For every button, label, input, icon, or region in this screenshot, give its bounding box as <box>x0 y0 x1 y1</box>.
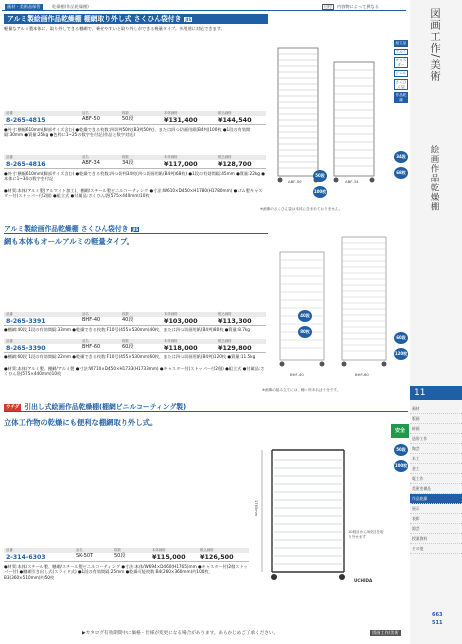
col-price-header: 本体価格 <box>164 155 178 159</box>
s3-brand-logo: UCHIDA <box>354 578 373 583</box>
table-row <box>4 344 266 353</box>
s3-image-note: 10段目から5段目を取り外せます <box>348 530 384 539</box>
s3-brand-label: ウチダ <box>6 404 20 410</box>
s1-title: アルミ製絵画作品乾燥棚 棚網取り外し式 さくひん袋付き <box>7 15 182 23</box>
col-name-header: 品名 <box>82 111 89 115</box>
vinyl-icon: ビニル <box>395 71 407 76</box>
product-tax-price: ¥144,540 <box>218 116 252 124</box>
s1-spec-2: ●外寸:横幅610mm(脚部サイズ含む) ●乾燥できる枚数:四つ切判34枚(四つ切画用紙(B4判)68枚) ●1段の有効間隔:45mm ●質量:22kg ●本体に1~34の数字を付記 <box>4 171 265 182</box>
col-code-header: 品番 <box>6 548 13 552</box>
table-row <box>4 116 266 125</box>
product-name: BHF-40 <box>82 317 101 323</box>
header-bar <box>2 3 406 11</box>
col-steps-header: 段数 <box>122 111 129 115</box>
col-tax-header: 税込価格 <box>218 155 232 159</box>
product-steps: 50段 <box>122 116 134 122</box>
col-code-header: 品番 <box>6 312 13 316</box>
product-steps: 60段 <box>122 344 134 350</box>
index-item[interactable]: 展示 <box>410 504 462 514</box>
s1-description: 軽量なアルミ製本体に、取り外しできる棚網で、乗せやすいと取り外しができる軽量タイプ。多用途に対応できます。 <box>4 26 225 31</box>
s1-rack-drawing <box>270 40 390 190</box>
product-code: 8-265-3391 <box>6 318 46 325</box>
s1-image-label-1: ABF-50 <box>288 179 302 184</box>
s2-table <box>4 312 266 383</box>
product-tax-price: ¥113,300 <box>218 317 252 325</box>
col-price-header: 本体価格 <box>164 339 178 343</box>
col-name-header: 品名 <box>82 339 89 343</box>
s1-image-note: ※画像のさくひん袋は本体に含まれておりません。 <box>260 207 343 211</box>
s3-rack-drawing <box>252 440 387 590</box>
table-row <box>4 553 249 562</box>
caster-icon: キャスター <box>395 58 407 67</box>
col-tax-header: 税込価格 <box>218 312 232 316</box>
header-right-text: 内容物によって異なる <box>337 4 379 9</box>
product-code: 2-314-6303 <box>6 554 46 561</box>
product-code: 8-265-4816 <box>6 161 46 168</box>
s2-spec-3: ●材質:本体/アルミ製、棚網/アルミ製 ●寸法:W710×D450×H1733(H1733mm) ●キャスター付(ストッパー付2個) ●組立式 ●付属品:さくひん袋(575×440mm)10枚 <box>4 366 265 377</box>
product-price: ¥115,000 <box>152 553 186 561</box>
artwork-bag-icon: さくひん袋 <box>395 79 407 89</box>
s2-badge-sheets-2: 120枚 <box>394 348 408 360</box>
index-item[interactable]: 画材 <box>410 404 462 414</box>
header-category: 乾燥棚(作品乾燥棚) <box>52 4 89 9</box>
page-ref-2[interactable]: 511 <box>432 620 443 626</box>
s3-safety-badge: 安全 <box>391 424 409 438</box>
col-steps-header: 段数 <box>122 155 129 159</box>
col-steps-header: 段数 <box>122 339 129 343</box>
product-price: ¥118,000 <box>164 344 198 352</box>
col-tax-header: 税込価格 <box>218 111 232 115</box>
s2-title-bar <box>4 224 268 234</box>
col-name-header: 品名 <box>82 155 89 159</box>
drying-icon: 作品乾燥 <box>395 93 407 102</box>
table-row <box>4 317 266 326</box>
product-tax-price: ¥126,500 <box>200 553 234 561</box>
s3-badge-steps: 50段 <box>394 444 408 456</box>
product-name: ABF-34 <box>82 160 100 166</box>
s1-spec-3: ●材質:本体/アルミ製(アルマイト加工)、棚網/スチール製ビニルコーティング ●寸法:W610×D450×H1780(H1780mm) ●ゴム製キャスター付(ストッパー付2個) ●組立式 ●付属品:さくひん袋(575×440mm)10枚 <box>4 188 263 199</box>
header-tag: 画材・美術品保管 <box>7 4 41 9</box>
side-page-number: 11 <box>410 386 462 400</box>
s2-badge-steps-1: 40段 <box>298 310 312 322</box>
s3-title-bar <box>4 402 408 412</box>
index-item[interactable]: 絵画 <box>410 424 462 434</box>
footer-note: ▶カタログ有効期間中に価格・仕様が変更になる場合があります。あらかじめご了承ください。 <box>82 631 279 636</box>
product-steps: 50段 <box>114 553 126 559</box>
index-item[interactable]: 陶芸 <box>410 444 462 454</box>
col-code-header: 品番 <box>6 339 13 343</box>
col-name-header: 品名 <box>76 548 83 552</box>
s3-badge-sheets: 100枚 <box>394 460 408 472</box>
s2-product-image <box>270 232 395 387</box>
s3-table <box>4 548 249 590</box>
s3-catch-copy: 立体工作物の乾燥にも便利な棚網取り外し式。 <box>4 418 158 427</box>
s3-title: 引出し式絵画作品乾燥棚(棚網ビニルコーティング製) <box>24 403 187 411</box>
s2-spec-1: ●棚網:40段 1段の有効間隔:33mm ●乾燥できる枚数:F10号(455×530mm)40枚、または四つ切画用紙(B4判)80枚 ●質量:8.7kg <box>4 327 250 332</box>
product-name: ABF-50 <box>82 116 100 122</box>
s1-title-mark: JIS <box>185 16 192 22</box>
product-name: SK-50T <box>76 553 94 559</box>
s3-dimension-label: 1765mm <box>254 500 258 517</box>
index-item[interactable]: その他 <box>410 544 462 554</box>
product-steps: 34段 <box>122 160 134 166</box>
s1-badge-steps-2: 34段 <box>394 151 408 163</box>
s1-product-image <box>270 40 390 190</box>
s2-image-label-2: BHF-60 <box>355 372 369 377</box>
index-item[interactable]: 金工 <box>410 464 462 474</box>
page-ref-1[interactable]: 663 <box>432 612 443 618</box>
s2-catch-copy: 網も本体もオールアルミの軽量タイプ。 <box>4 237 134 246</box>
s2-rack-drawing <box>270 232 395 387</box>
s1-badge-sheets-1: 100枚 <box>313 186 327 198</box>
col-price-header: 本体価格 <box>164 111 178 115</box>
s1-spec-1: ●外寸:横幅610mm(脚部サイズ含む) ●乾燥できる枚数:四切判50枚(B3判50枚)、または四つ切画用紙(B4判)100枚 ●1段の有効間隔:30mm ●質量:25kg ●色枠に1~25の数字を付記(作品と数字対応) <box>4 127 251 138</box>
product-tax-price: ¥128,700 <box>218 160 252 168</box>
index-item[interactable]: 版画 <box>410 414 462 424</box>
product-name: BHF-60 <box>82 344 101 350</box>
col-steps-header: 段数 <box>122 312 129 316</box>
index-item[interactable]: 授業資料 <box>410 534 462 544</box>
index-item[interactable]: 表彰 <box>410 514 462 524</box>
s2-image-label-1: BHF-40 <box>290 372 304 377</box>
s2-badge-sheets-1: 80枚 <box>298 326 312 338</box>
product-price: ¥103,000 <box>164 317 198 325</box>
index-item[interactable]: 電工作 <box>410 474 462 484</box>
s2-spec-2: ●棚網:60段 1段の有効間隔:22mm ●乾燥できる枚数:F10号(455×530mm)60枚、または四つ切画用紙(B4判)120枚 ●質量:11.5kg <box>4 354 256 359</box>
s2-title-mark: JIS <box>132 227 139 232</box>
col-tax-header: 税込価格 <box>218 339 232 343</box>
s1-table <box>4 111 266 205</box>
product-tax-price: ¥129,800 <box>218 344 252 352</box>
s2-badge-steps-2: 60段 <box>394 332 408 344</box>
s1-title-bar <box>4 14 268 24</box>
side-index-panel <box>410 0 462 644</box>
index-item[interactable]: 木工 <box>410 454 462 464</box>
col-name-header: 品名 <box>82 312 89 316</box>
index-item[interactable]: 造形工作 <box>410 434 462 444</box>
side-title: 図画工作/美術 <box>429 8 441 82</box>
col-tax-header: 税込価格 <box>200 548 214 552</box>
col-price-header: 本体価格 <box>164 312 178 316</box>
table-row <box>4 160 266 169</box>
product-price: ¥117,000 <box>164 160 198 168</box>
col-price-header: 本体価格 <box>152 548 166 552</box>
product-code: 8-265-3390 <box>6 345 46 352</box>
side-subtitle: 絵画作品乾燥棚 <box>429 145 439 212</box>
product-code: 8-265-4815 <box>6 117 46 124</box>
s1-image-label-2: ABF-34 <box>345 179 359 184</box>
side-index-list <box>410 404 462 554</box>
col-code-header: 品番 <box>6 111 13 115</box>
index-item[interactable]: 美術室備品 <box>410 484 462 494</box>
index-item-active[interactable]: 作品乾燥 <box>410 494 462 504</box>
s1-badge-steps-1: 50段 <box>313 170 327 182</box>
assembly-icon: 組立品 <box>395 41 407 45</box>
index-item[interactable]: 園芸 <box>410 524 462 534</box>
header-right-tag: 日付 <box>324 4 332 9</box>
s3-product-image <box>252 440 387 590</box>
footer-right-label: 図画工作/美術 <box>372 630 399 635</box>
col-code-header: 品番 <box>6 155 13 159</box>
aluminum-icon: アルミ <box>395 49 407 54</box>
col-steps-header: 段数 <box>114 548 121 552</box>
product-price: ¥131,400 <box>164 116 198 124</box>
s1-icon-column <box>394 40 408 103</box>
s2-title: アルミ製絵画作品乾燥棚 さくひん袋付き <box>4 225 129 233</box>
s3-spec-1: ●材質:本体/スチール製、棚網/スチール製ビニルコーティング ●寸法:本体/W694×D460(H1765)mm ●キャスター付(2個ストッパー付) ●棚網引き出し式(スライド式) ●1段の有効間隔:25mm ●乾燥可能枚数:B4(260×360mm)約100枚、B3(360×510mm)約50枚 <box>4 564 248 580</box>
s1-badge-sheets-2: 68枚 <box>394 167 408 179</box>
s2-image-note: ※画像の組み立てには、種ヶ所あれば十分です。 <box>262 388 341 392</box>
product-steps: 40段 <box>122 317 134 323</box>
